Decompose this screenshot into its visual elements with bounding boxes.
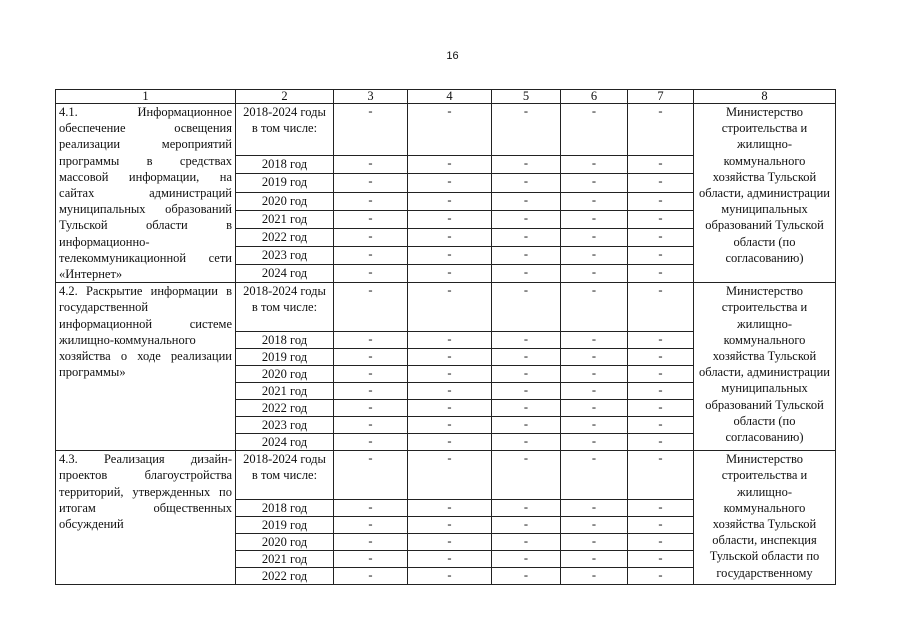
value-cell: - bbox=[408, 434, 492, 451]
value-cell: - bbox=[408, 265, 492, 283]
year-label: 2021 год bbox=[236, 210, 334, 228]
value-cell: - bbox=[408, 551, 492, 568]
value-cell: - bbox=[628, 265, 694, 283]
value-cell: - bbox=[492, 210, 561, 228]
value-cell: - bbox=[492, 366, 561, 383]
year-label: 2022 год bbox=[236, 568, 334, 585]
value-cell: - bbox=[334, 568, 408, 585]
responsible-party: Министерство строительства и жилищно-коммунального хозяйства Тульской области, администрации муниципальных образований Тульской области (по согласованию) bbox=[694, 283, 836, 451]
column-number-4: 4 bbox=[408, 90, 492, 104]
value-cell: - bbox=[561, 534, 628, 551]
table-row bbox=[56, 283, 836, 332]
value-cell: - bbox=[408, 534, 492, 551]
value-cell: - bbox=[334, 517, 408, 534]
value-cell: - bbox=[561, 568, 628, 585]
value-cell: - bbox=[492, 434, 561, 451]
value-cell: - bbox=[561, 500, 628, 517]
value-cell: - bbox=[628, 228, 694, 246]
value-cell: - bbox=[334, 383, 408, 400]
year-label: 2019 год bbox=[236, 517, 334, 534]
value-cell: - bbox=[492, 400, 561, 417]
value-cell: - bbox=[492, 174, 561, 192]
period-total: 2018-2024 годы в том числе: bbox=[236, 283, 334, 332]
program-table bbox=[55, 89, 836, 585]
value-cell: - bbox=[561, 383, 628, 400]
value-cell: - bbox=[408, 451, 492, 500]
value-cell: - bbox=[408, 349, 492, 366]
value-cell: - bbox=[334, 400, 408, 417]
page-number: 16 bbox=[446, 50, 459, 62]
measure-name: 4.1. Информационное обеспечение освещения реализации мероприятий программы в средствах массовой информации, на сайтах администраций муниципальных образований Тульской области в информационно-телекоммуникационной сети «Интернет» bbox=[56, 104, 236, 283]
value-cell: - bbox=[561, 434, 628, 451]
value-cell: - bbox=[334, 174, 408, 192]
value-cell: - bbox=[408, 174, 492, 192]
value-cell: - bbox=[561, 174, 628, 192]
value-cell: - bbox=[628, 417, 694, 434]
value-cell: - bbox=[628, 156, 694, 174]
value-cell: - bbox=[408, 283, 492, 332]
period-total: 2018-2024 годы в том числе: bbox=[236, 451, 334, 500]
value-cell: - bbox=[492, 417, 561, 434]
year-label: 2018 год bbox=[236, 500, 334, 517]
value-cell: - bbox=[408, 228, 492, 246]
year-label: 2020 год bbox=[236, 192, 334, 210]
value-cell: - bbox=[492, 451, 561, 500]
value-cell: - bbox=[628, 246, 694, 264]
value-cell: - bbox=[408, 104, 492, 156]
value-cell: - bbox=[561, 366, 628, 383]
value-cell: - bbox=[492, 349, 561, 366]
value-cell: - bbox=[561, 332, 628, 349]
value-cell: - bbox=[628, 174, 694, 192]
value-cell: - bbox=[408, 417, 492, 434]
table-row bbox=[56, 451, 836, 500]
value-cell: - bbox=[334, 417, 408, 434]
value-cell: - bbox=[408, 383, 492, 400]
value-cell: - bbox=[561, 210, 628, 228]
column-number-5: 5 bbox=[492, 90, 561, 104]
value-cell: - bbox=[492, 246, 561, 264]
column-number-6: 6 bbox=[561, 90, 628, 104]
value-cell: - bbox=[334, 192, 408, 210]
column-number-8: 8 bbox=[694, 90, 836, 104]
value-cell: - bbox=[628, 551, 694, 568]
value-cell: - bbox=[561, 192, 628, 210]
value-cell: - bbox=[492, 265, 561, 283]
value-cell: - bbox=[628, 283, 694, 332]
value-cell: - bbox=[628, 568, 694, 585]
value-cell: - bbox=[628, 192, 694, 210]
value-cell: - bbox=[628, 434, 694, 451]
responsible-party: Министерство строительства и жилищно-коммунального хозяйства Тульской области, инспекция Тульской области по государственному bbox=[694, 451, 836, 585]
value-cell: - bbox=[492, 192, 561, 210]
value-cell: - bbox=[408, 400, 492, 417]
value-cell: - bbox=[561, 551, 628, 568]
table-header-row bbox=[56, 90, 836, 104]
value-cell: - bbox=[408, 210, 492, 228]
value-cell: - bbox=[334, 349, 408, 366]
value-cell: - bbox=[334, 210, 408, 228]
value-cell: - bbox=[628, 210, 694, 228]
value-cell: - bbox=[561, 400, 628, 417]
value-cell: - bbox=[628, 517, 694, 534]
year-label: 2020 год bbox=[236, 366, 334, 383]
year-label: 2018 год bbox=[236, 332, 334, 349]
column-number-7: 7 bbox=[628, 90, 694, 104]
value-cell: - bbox=[334, 228, 408, 246]
value-cell: - bbox=[492, 517, 561, 534]
value-cell: - bbox=[561, 283, 628, 332]
value-cell: - bbox=[492, 383, 561, 400]
value-cell: - bbox=[561, 417, 628, 434]
value-cell: - bbox=[408, 246, 492, 264]
value-cell: - bbox=[408, 332, 492, 349]
value-cell: - bbox=[628, 349, 694, 366]
year-label: 2023 год bbox=[236, 417, 334, 434]
value-cell: - bbox=[334, 265, 408, 283]
value-cell: - bbox=[334, 156, 408, 174]
table-row bbox=[56, 104, 836, 156]
column-number-1: 1 bbox=[56, 90, 236, 104]
value-cell: - bbox=[334, 500, 408, 517]
year-label: 2022 год bbox=[236, 228, 334, 246]
value-cell: - bbox=[561, 104, 628, 156]
year-label: 2018 год bbox=[236, 156, 334, 174]
year-label: 2021 год bbox=[236, 551, 334, 568]
value-cell: - bbox=[561, 517, 628, 534]
year-label: 2020 год bbox=[236, 534, 334, 551]
value-cell: - bbox=[334, 246, 408, 264]
value-cell: - bbox=[492, 228, 561, 246]
year-label: 2019 год bbox=[236, 349, 334, 366]
measure-name: 4.2. Раскрытие информации в государственной информационной системе жилищно-коммунального хозяйства о ходе реализации программы» bbox=[56, 283, 236, 451]
value-cell: - bbox=[492, 534, 561, 551]
value-cell: - bbox=[334, 534, 408, 551]
year-label: 2024 год bbox=[236, 434, 334, 451]
value-cell: - bbox=[334, 451, 408, 500]
value-cell: - bbox=[492, 104, 561, 156]
value-cell: - bbox=[561, 349, 628, 366]
year-label: 2019 год bbox=[236, 174, 334, 192]
value-cell: - bbox=[408, 517, 492, 534]
value-cell: - bbox=[408, 192, 492, 210]
value-cell: - bbox=[334, 332, 408, 349]
value-cell: - bbox=[334, 283, 408, 332]
value-cell: - bbox=[628, 500, 694, 517]
column-number-2: 2 bbox=[236, 90, 334, 104]
year-label: 2022 год bbox=[236, 400, 334, 417]
value-cell: - bbox=[492, 500, 561, 517]
measure-name: 4.3. Реализация дизайн-проектов благоустройства территорий, утвержденных по итогам общественных обсуждений bbox=[56, 451, 236, 585]
value-cell: - bbox=[628, 400, 694, 417]
value-cell: - bbox=[561, 265, 628, 283]
value-cell: - bbox=[492, 568, 561, 585]
value-cell: - bbox=[628, 451, 694, 500]
value-cell: - bbox=[628, 366, 694, 383]
value-cell: - bbox=[334, 551, 408, 568]
year-label: 2023 год bbox=[236, 246, 334, 264]
value-cell: - bbox=[334, 366, 408, 383]
value-cell: - bbox=[408, 500, 492, 517]
value-cell: - bbox=[628, 104, 694, 156]
value-cell: - bbox=[561, 246, 628, 264]
responsible-party: Министерство строительства и жилищно-коммунального хозяйства Тульской области, администрации муниципальных образований Тульской области (по согласованию) bbox=[694, 104, 836, 283]
value-cell: - bbox=[628, 332, 694, 349]
period-total: 2018-2024 годы в том числе: bbox=[236, 104, 334, 156]
value-cell: - bbox=[492, 551, 561, 568]
value-cell: - bbox=[334, 104, 408, 156]
value-cell: - bbox=[334, 434, 408, 451]
value-cell: - bbox=[492, 283, 561, 332]
year-label: 2021 год bbox=[236, 383, 334, 400]
value-cell: - bbox=[561, 451, 628, 500]
value-cell: - bbox=[408, 366, 492, 383]
value-cell: - bbox=[628, 534, 694, 551]
value-cell: - bbox=[561, 228, 628, 246]
value-cell: - bbox=[492, 156, 561, 174]
value-cell: - bbox=[628, 383, 694, 400]
value-cell: - bbox=[561, 156, 628, 174]
value-cell: - bbox=[408, 156, 492, 174]
value-cell: - bbox=[492, 332, 561, 349]
year-label: 2024 год bbox=[236, 265, 334, 283]
value-cell: - bbox=[408, 568, 492, 585]
column-number-3: 3 bbox=[334, 90, 408, 104]
